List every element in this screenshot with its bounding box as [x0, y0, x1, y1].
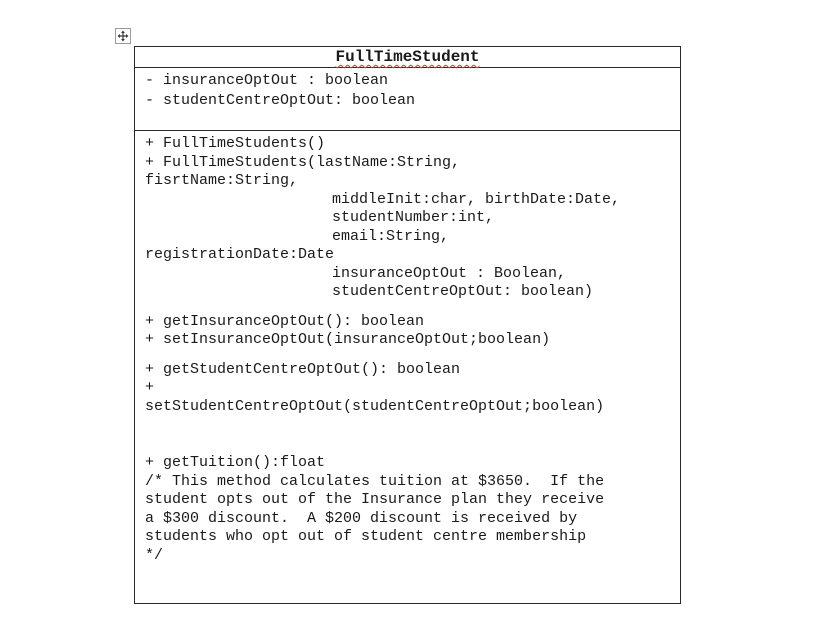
method-set-student-centre-prefix: +: [145, 379, 155, 396]
constructor-full-line: + FullTimeStudents(lastName:String,: [145, 153, 461, 171]
move-arrows-icon: [117, 30, 129, 42]
constructor-default: + FullTimeStudents(): [145, 135, 326, 152]
uml-class-table: [134, 46, 681, 604]
tuition-comment-line: */: [145, 546, 164, 564]
method-get-insurance-opt-out: + getInsuranceOptOut(): boolean: [145, 312, 425, 330]
constructor-full-line: middleInit:char, birthDate:Date,: [332, 190, 621, 208]
constructor-full-line: insuranceOptOut : Boolean,: [332, 264, 567, 282]
methods-section: [135, 131, 680, 565]
constructor-full-line: studentCentreOptOut: boolean): [332, 283, 594, 300]
tuition-comment-line: /* This method calculates tuition at $3650. If the: [145, 472, 605, 490]
method-get-tuition: + getTuition():float: [145, 454, 326, 471]
tuition-comment-line: students who opt out of student centre membership: [145, 528, 587, 545]
constructor-full-line: email:String,: [332, 227, 450, 245]
method-set-insurance-opt-out: + setInsuranceOptOut(insuranceOptOut;boolean): [145, 331, 551, 348]
class-name: FullTimeStudent: [135, 47, 680, 68]
tuition-comment-line: student opts out of the Insurance plan they receive: [145, 491, 605, 508]
attribute-student-centre-opt-out: - studentCentreOptOut: boolean: [145, 92, 416, 109]
constructor-full-line: fisrtName:String,: [145, 172, 299, 189]
constructor-full-line: registrationDate:Date: [145, 246, 335, 263]
attributes-section: [135, 68, 680, 131]
method-get-student-centre-opt-out: + getStudentCentreOptOut(): boolean: [145, 360, 461, 378]
table-move-handle[interactable]: [115, 28, 131, 44]
tuition-comment-line: a $300 discount. A $200 discount is received by: [145, 509, 578, 527]
attribute-insurance-opt-out: - insuranceOptOut : boolean: [145, 72, 389, 89]
method-set-student-centre-opt-out: setStudentCentreOptOut(studentCentreOptOut;boolean): [145, 397, 605, 415]
constructor-full-line: studentNumber:int,: [332, 209, 495, 226]
